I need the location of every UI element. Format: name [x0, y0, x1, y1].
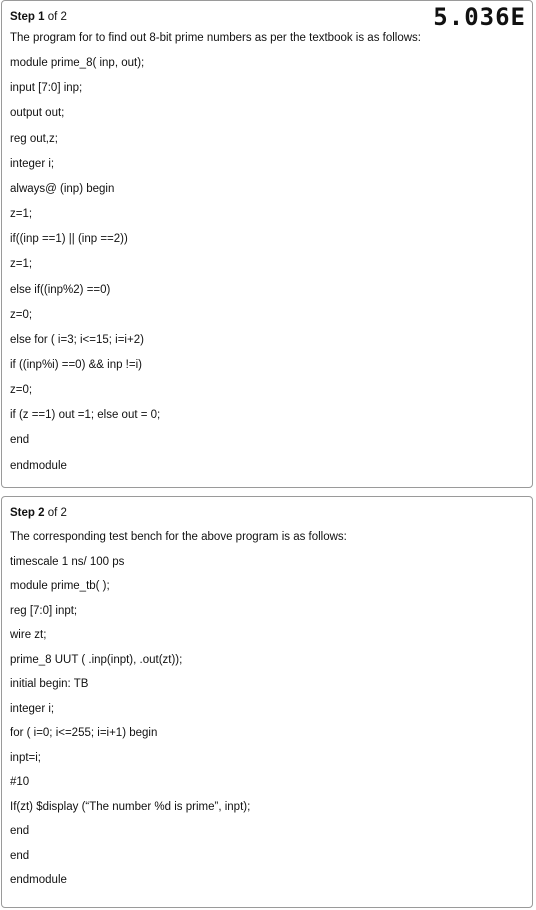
step-2-total: of 2 — [47, 507, 67, 519]
step1-code-line: z=1; — [10, 258, 33, 271]
step2-code-line: prime_8 UUT ( .inp(inpt), .out(zt)); — [10, 653, 183, 666]
step-1-card — [1, 0, 533, 488]
step1-code-line: if ((inp%i) ==0) && inp !=i) — [10, 358, 142, 371]
step2-code-line: If(zt) $display (“The number %d is prime”, inpt); — [10, 800, 251, 813]
step1-code-line: reg out,z; — [10, 132, 58, 145]
step-2-header — [10, 507, 67, 519]
step-1-number: Step 1 — [10, 11, 45, 23]
step-2-card — [1, 496, 533, 908]
problem-code: 5.036E — [433, 3, 526, 31]
step1-code-line: z=1; — [10, 208, 33, 221]
step1-code-line: if((inp ==1) || (inp ==2)) — [10, 233, 128, 246]
step1-code-line: if (z ==1) out =1; else out = 0; — [10, 409, 161, 422]
step1-code-line: input [7:0] inp; — [10, 82, 83, 95]
step2-code-line: inpt=i; — [10, 751, 42, 764]
step1-code-line: end — [10, 434, 30, 447]
step2-code-line: end — [10, 825, 30, 837]
step2-code-line: module prime_tb( ); — [10, 580, 110, 592]
step2-code-line: timescale 1 ns/ 100 ps — [10, 555, 125, 568]
step1-code-line: else if((inp%2) ==0) — [10, 283, 111, 296]
step2-code-line: #10 — [10, 776, 30, 788]
step-1-header — [10, 11, 67, 23]
step2-code-line: end — [10, 849, 30, 862]
step1-intro-text: The program for to find out 8-bit prime numbers as per the textbook is as follows: — [10, 32, 421, 44]
step1-code-line: else for ( i=3; i<=15; i=i+2) — [10, 333, 144, 346]
step1-code-line: always@ (inp) begin — [10, 182, 115, 195]
step2-code-line: reg [7:0] inpt; — [10, 604, 78, 617]
step1-code-line: z=0; — [10, 308, 33, 321]
step1-code-line: output out; — [10, 107, 65, 120]
step1-code-line: endmodule — [10, 459, 67, 472]
step2-code-line: endmodule — [10, 874, 67, 886]
step1-code-line: z=0; — [10, 384, 33, 397]
step2-intro-text: The corresponding test bench for the above program is as follows: — [10, 531, 347, 543]
step1-code-line: module prime_8( inp, out); — [10, 57, 145, 70]
step-1-total: of 2 — [47, 11, 67, 23]
step2-code-line: integer i; — [10, 702, 55, 715]
step2-code-line: wire zt; — [10, 629, 47, 641]
step1-code-line: integer i; — [10, 157, 55, 170]
step2-code-line: initial begin: TB — [10, 678, 89, 690]
step-2-number: Step 2 — [10, 507, 45, 519]
step2-code-line: for ( i=0; i<=255; i=i+1) begin — [10, 727, 158, 739]
